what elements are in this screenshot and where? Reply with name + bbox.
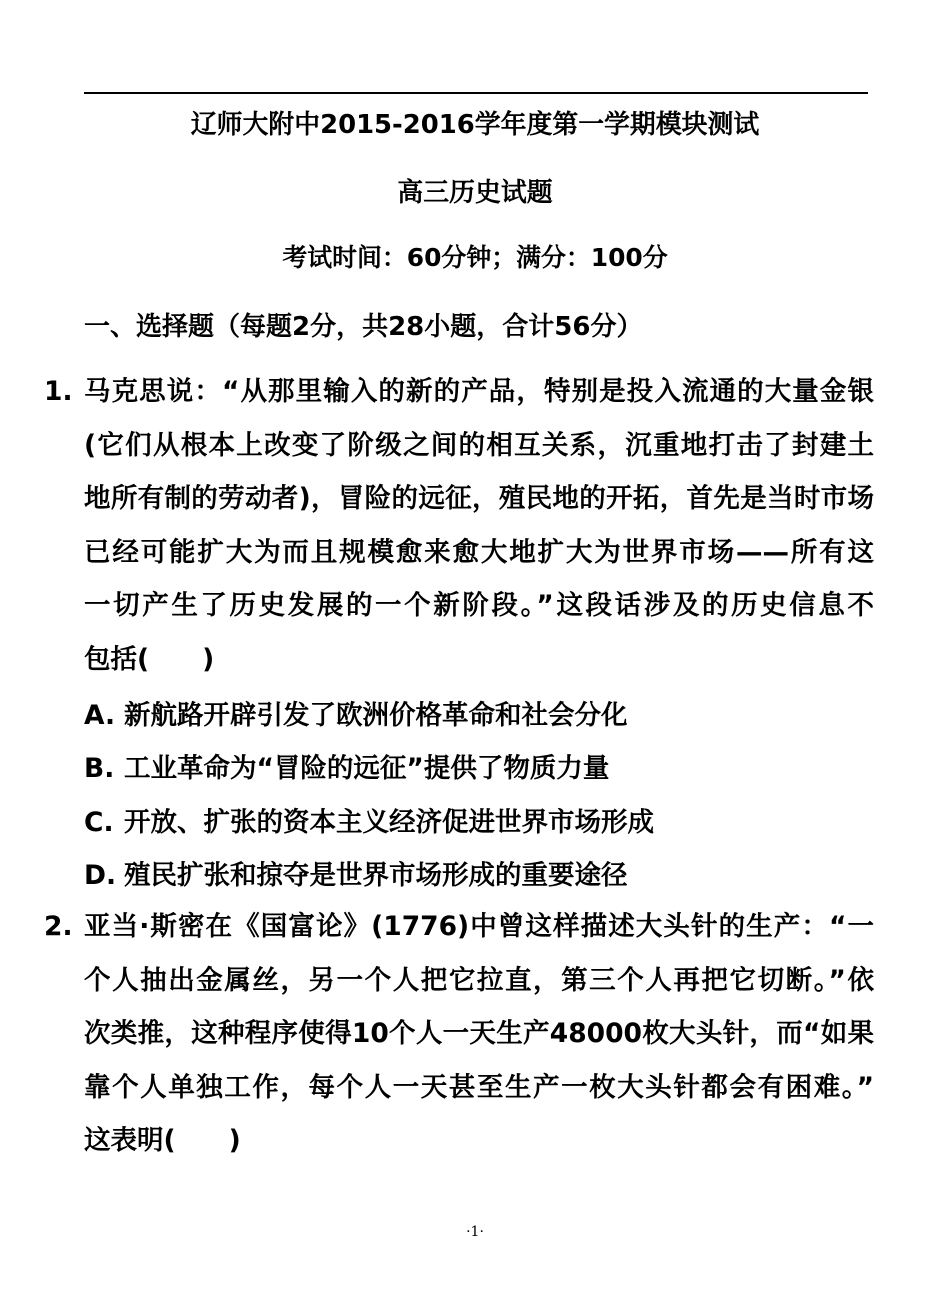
question-text-line: 马克思说：“从那里输入的新的产品，特别是投入流通的大量金银	[84, 376, 874, 407]
section-heading: 一、选择题（每题2分，共28小题，合计56分）	[84, 312, 643, 342]
question-text-line: 包括( )	[84, 643, 215, 675]
exam-info: 考试时间：60分钟；满分：100分	[282, 243, 668, 272]
question-text-line: 这表明( )	[84, 1125, 241, 1156]
option-b	[84, 746, 609, 785]
option-c	[84, 800, 654, 839]
question-2	[44, 900, 874, 1168]
question-text-line: 地所有制的劳动者)，冒险的远征，殖民地的开拓，首先是当时市场	[84, 483, 874, 514]
option-d	[84, 853, 628, 892]
page-number: ·1·	[466, 1224, 484, 1240]
option-text: 工业革命为“冒险的远征”提供了物质力量	[124, 753, 610, 784]
question-1	[44, 365, 874, 686]
option-letter: A.	[84, 700, 116, 731]
question-text-line: 个人抽出金属丝，另一个人把它拉直，第三个人再把它切断。”依	[84, 964, 874, 996]
option-text: 殖民扩张和掠夺是世界市场形成的重要途径	[124, 860, 628, 891]
exam-subtitle: 高三历史试题	[397, 178, 553, 208]
question-text-line: 已经可能扩大为而且规模愈来愈大地扩大为世界市场——所有这	[84, 536, 874, 568]
question-number: 1.	[44, 376, 73, 407]
question-text-line: 亚当·斯密在《国富论》(1776)中曾这样描述大头针的生产：“一	[84, 911, 874, 942]
question-text-line: 靠个人单独工作，每个人一天甚至生产一枚大头针都会有困难。”	[84, 1071, 874, 1103]
option-letter: B.	[84, 753, 115, 784]
option-a	[84, 693, 628, 732]
option-letter: D.	[84, 860, 117, 891]
question-text-line: (它们从根本上改变了阶级之间的相互关系，沉重地打击了封建土	[84, 429, 874, 461]
question-number: 2.	[44, 911, 73, 942]
option-text: 开放、扩张的资本主义经济促进世界市场形成	[124, 807, 654, 838]
header-rule	[84, 92, 868, 94]
question-text-line: 一切产生了历史发展的一个新阶段。”这段话涉及的历史信息不	[84, 590, 874, 621]
exam-title: 辽师大附中2015-2016学年度第一学期模块测试	[190, 110, 760, 140]
option-letter: C.	[84, 807, 114, 838]
option-text: 新航路开辟引发了欧洲价格革命和社会分化	[124, 700, 628, 731]
question-text-line: 次类推，这种程序使得10个人一天生产48000枚大头针，而“如果	[84, 1018, 874, 1049]
